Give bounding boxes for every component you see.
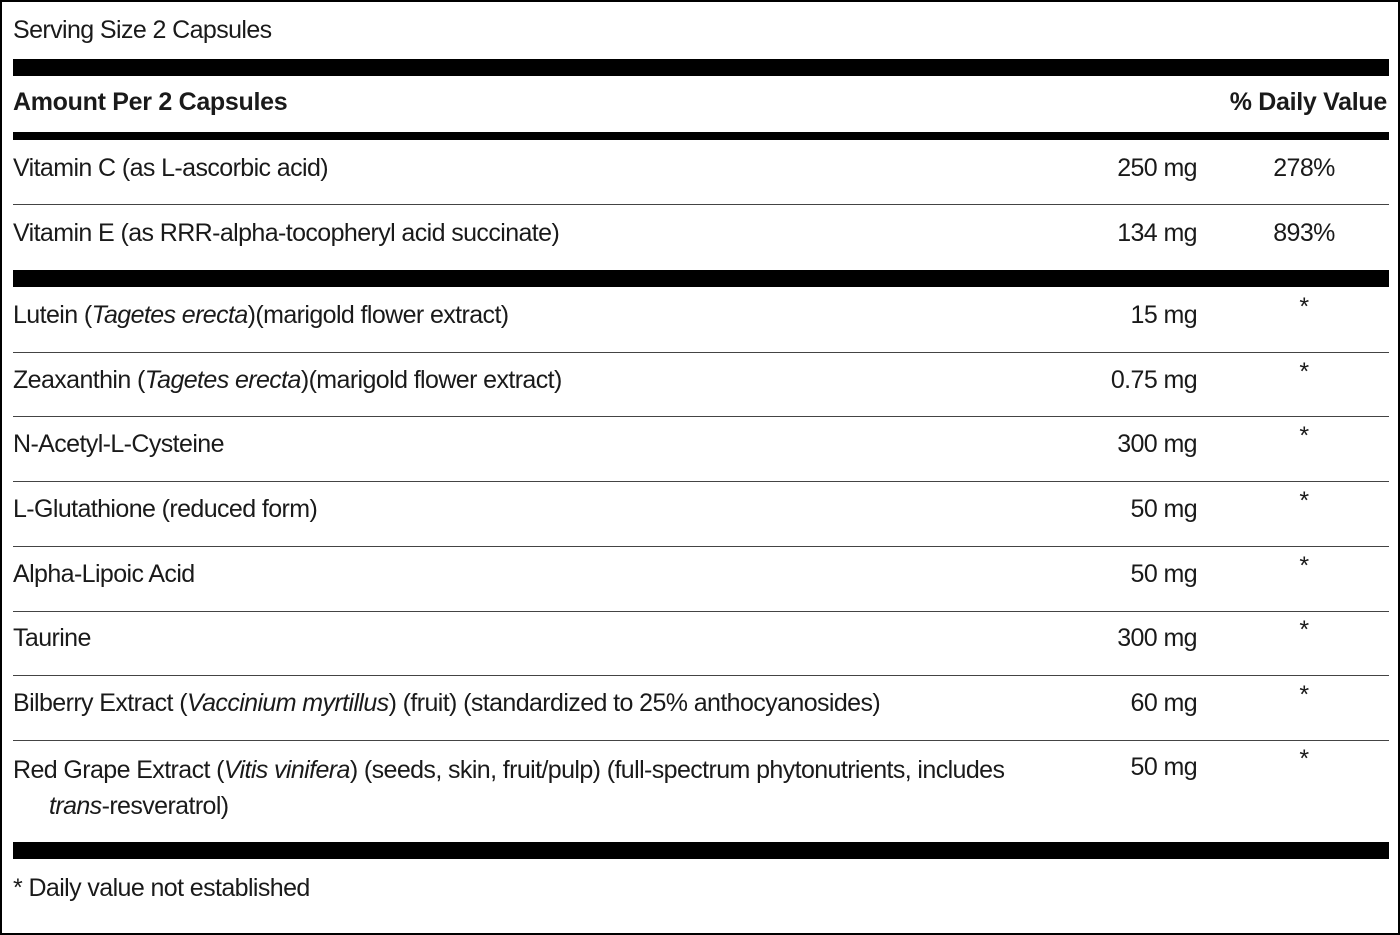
- daily-value-header: % Daily Value: [1229, 88, 1387, 116]
- ingredient-daily-value: *: [1299, 293, 1309, 321]
- ingredient-amount: 300 mg: [1117, 430, 1197, 458]
- ingredient-name: Alpha-Lipoic Acid: [13, 560, 195, 588]
- ingredient-name: Vitamin E (as RRR-alpha-tocopheryl acid succinate): [13, 219, 560, 247]
- ingredient-amount: 0.75 mg: [1110, 366, 1197, 394]
- ingredient-daily-value: *: [1299, 358, 1309, 386]
- thick-divider: [13, 270, 1389, 287]
- ingredient-name: Taurine: [13, 624, 91, 652]
- ingredient-name: L-Glutathione (reduced form): [13, 495, 318, 523]
- header-divider: [13, 132, 1389, 140]
- table-row-lutein: [13, 293, 1389, 353]
- ingredient-daily-value: 278%: [1273, 154, 1335, 182]
- thick-divider: [13, 842, 1389, 859]
- ingredient-daily-value: 893%: [1273, 219, 1335, 247]
- table-row-vitamin-e: [13, 219, 1389, 269]
- table-row-alpha-lipoic-acid: [13, 552, 1389, 612]
- thick-divider: [13, 59, 1389, 76]
- ingredient-daily-value: *: [1299, 552, 1309, 580]
- table-row-vitamin-c: [13, 154, 1389, 205]
- amount-per-header: Amount Per 2 Capsules: [13, 88, 288, 116]
- ingredient-daily-value: *: [1299, 616, 1309, 644]
- ingredient-amount: 134 mg: [1117, 219, 1197, 247]
- ingredient-name: Red Grape Extract (Vitis vinifera) (seeds, skin, fruit/pulp) (full-spectrum phytonutrients, includes trans-resveratrol): [13, 756, 1005, 820]
- ingredient-amount: 250 mg: [1117, 154, 1197, 182]
- ingredient-name: N-Acetyl-L-Cysteine: [13, 430, 224, 458]
- ingredient-amount: 300 mg: [1117, 624, 1197, 652]
- table-row-taurine: [13, 616, 1389, 676]
- ingredient-daily-value: *: [1299, 422, 1309, 450]
- footnote: * Daily value not established: [13, 874, 310, 902]
- ingredient-amount: 60 mg: [1130, 689, 1197, 717]
- ingredient-amount: 50 mg: [1130, 560, 1197, 588]
- serving-size: Serving Size 2 Capsules: [13, 16, 272, 44]
- ingredient-daily-value: *: [1299, 487, 1309, 515]
- ingredient-name: Bilberry Extract (Vaccinium myrtillus) (fruit) (standardized to 25% anthocyanosides): [13, 689, 881, 717]
- table-row-red-grape-extract: [13, 745, 1389, 833]
- ingredient-amount: 15 mg: [1130, 301, 1197, 329]
- table-row-zeaxanthin: [13, 358, 1389, 417]
- ingredient-name: Vitamin C (as L-ascorbic acid): [13, 154, 328, 182]
- ingredient-amount: 50 mg: [1130, 495, 1197, 523]
- table-row-bilberry-extract: [13, 681, 1389, 741]
- table-row-l-glutathione: [13, 487, 1389, 547]
- ingredient-amount: 50 mg: [1130, 753, 1197, 781]
- ingredient-daily-value: *: [1299, 745, 1309, 773]
- ingredient-name: Zeaxanthin (Tagetes erecta)(marigold flower extract): [13, 366, 562, 394]
- ingredient-daily-value: *: [1299, 681, 1309, 709]
- ingredient-name: Lutein (Tagetes erecta)(marigold flower extract): [13, 301, 509, 329]
- table-row-n-acetyl-l-cysteine: [13, 422, 1389, 482]
